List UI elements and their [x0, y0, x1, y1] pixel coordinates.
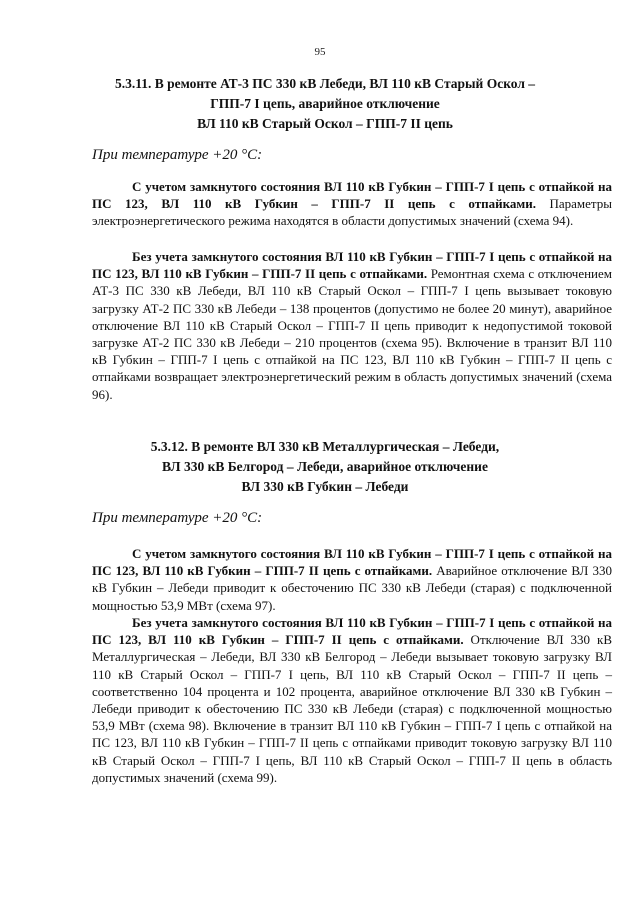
paragraph	[92, 178, 612, 230]
paragraph	[92, 545, 612, 614]
temperature-condition: При температуре +20 °С:	[92, 510, 263, 526]
paragraph	[92, 248, 612, 403]
heading-line: ВЛ 330 кВ Губкин – Лебеди	[241, 479, 409, 494]
section-heading-5-3-12	[70, 437, 580, 497]
paragraph	[92, 614, 612, 786]
page-number: 95	[314, 46, 326, 58]
paragraph-text: Аварийное отключение ВЛ 330 кВ Губкин – Лебеди приводит к обесточению ПС 330 кВ Лебеди (старая) с подключенной мощностью 53,9 МВт (схема 97).	[92, 563, 612, 613]
paragraph-bold-lead: С учетом замкнутого состояния ВЛ 110 кВ Губкин – ГПП-7 I цепь с отпайкой на ПС 123, ВЛ 110 кВ Губкин – ГПП-7 II цепь с отпайками.	[92, 179, 612, 212]
paragraph-text: Параметры электроэнергетического режима находятся в области допустимых значений (схема 94).	[92, 196, 612, 229]
paragraph-bold-lead: С учетом замкнутого состояния ВЛ 110 кВ Губкин – ГПП-7 I цепь с отпайкой на ПС 123, ВЛ 110 кВ Губкин – ГПП-7 II цепь с отпайками.	[92, 546, 612, 579]
section-heading-5-3-11	[70, 74, 580, 134]
heading-line: 5.3.11. В ремонте АТ-3 ПС 330 кВ Лебеди, ВЛ 110 кВ Старый Оскол –	[114, 76, 536, 91]
heading-line: ГПП-7 I цепь, аварийное отключение	[210, 96, 440, 111]
paragraph-bold-lead: Без учета замкнутого состояния ВЛ 110 кВ Губкин – ГПП-7 I цепь с отпайкой на ПС 123, ВЛ 110 кВ Губкин – ГПП-7 II цепь с отпайками.	[92, 249, 612, 282]
heading-line: ВЛ 330 кВ Белгород – Лебеди, аварийное отключение	[162, 459, 488, 474]
paragraph-text: Ремонтная схема с отключением АТ-3 ПС 330 кВ Лебеди, ВЛ 110 кВ Старый Оскол – ГПП-7 I цепь вызывает токовую загрузку АТ-2 ПС 330 кВ Лебеди – 138 процентов (допустимо не более 20 минут), аварийное отключение ВЛ 110 кВ Старый Оскол – ГПП-7 II цепь приводит к недопустимой токовой загрузке АТ-2 ПС 330 кВ Лебеди – 210 процентов (схема 95). Включение в транзит ВЛ 110 кВ Губкин – ГПП-7 I цепь с отпайкой на ПС 123, ВЛ 110 кВ Губкин – ГПП-7 II цепь с отпайками возвращает электроэнергетический режим в область допустимых значений (схема 96).	[92, 266, 612, 402]
temperature-condition: При температуре +20 °С:	[92, 147, 263, 163]
paragraph-bold-lead: Без учета замкнутого состояния ВЛ 110 кВ Губкин – ГПП-7 I цепь с отпайкой на ПС 123, ВЛ 110 кВ Губкин – ГПП-7 II цепь с отпайками.	[92, 615, 612, 648]
heading-line: 5.3.12. В ремонте ВЛ 330 кВ Металлургическая – Лебеди,	[150, 439, 500, 454]
paragraph-text: Отключение ВЛ 330 кВ Металлургическая – Лебеди, ВЛ 330 кВ Белгород – Лебеди вызывает токовую загрузку ВЛ 110 кВ Старый Оскол – ГПП-7 I цепь, ВЛ 110 кВ Старый Оскол – ГПП-7 II цепь – соответственно 104 процента и 102 процента, аварийное отключение ВЛ 330 кВ Губкин – Лебеди приводит к обесточению ПС 330 кВ Лебеди (старая) с подключенной мощностью 53,9 МВт (схема 98). Включение в транзит ВЛ 110 кВ Губкин – ГПП-7 I цепь с отпайкой на ПС 123, ВЛ 110 кВ Губкин – ГПП-7 II цепь с отпайками приводит токовую загрузку ВЛ 110 кВ Старый Оскол – ГПП-7 I цепь, ВЛ 110 кВ Старый Оскол – ГПП-7 II цепь в область допустимых значений (схема 99).	[92, 632, 612, 785]
heading-line: ВЛ 110 кВ Старый Оскол – ГПП-7 II цепь	[197, 116, 453, 131]
